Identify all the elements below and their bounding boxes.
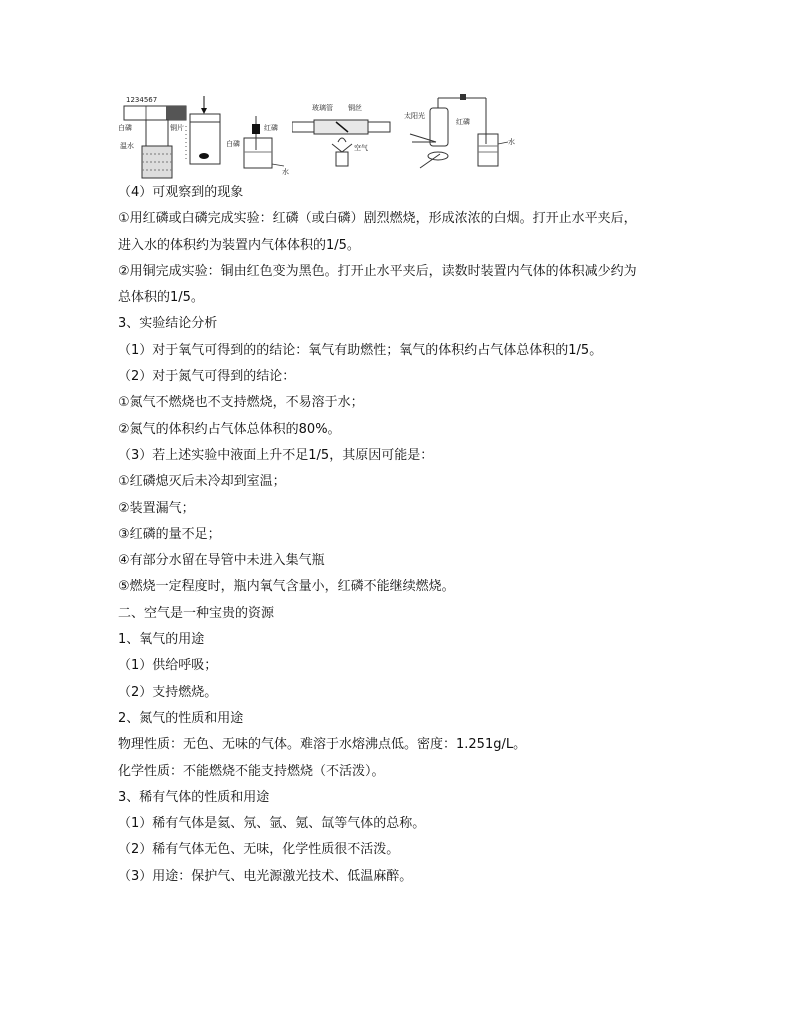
- figure-2-apparatus: [182, 94, 292, 180]
- section-heading: 二、空气是一种宝贵的资源: [118, 605, 275, 621]
- figure-2-water-label: 水: [282, 168, 289, 176]
- paragraph-line: ③红磷的量不足；: [118, 526, 221, 542]
- figure-3-glass-tube-label: 玻璃管: [312, 104, 333, 112]
- paragraph-line: （3）若上述实验中液面上升不足1/5，其原因可能是：: [118, 447, 434, 463]
- figure-1-white-p-label: 白磷: [118, 124, 132, 132]
- section-heading: 3、实验结论分析: [118, 316, 218, 332]
- figure-3-apparatus: [292, 94, 392, 180]
- paragraph-line: ②用铜完成实验：铜由红色变为黑色。打开止水平夹后，读数时装置内气体的体积减少约为: [118, 263, 637, 279]
- figure-4-sun-label: 太阳光: [404, 112, 425, 120]
- paragraph-line: 进入水的体积约为装置内气体体积的1/5。: [118, 237, 360, 253]
- experiment-figures: [116, 94, 676, 180]
- paragraph-line: ①用红磷或白磷完成实验：红磷（或白磷）剧烈燃烧，形成浓浓的白烟。打开止水平夹后，: [118, 211, 637, 227]
- document-body: [118, 180, 718, 890]
- paragraph-line: （4）可观察到的现象: [118, 185, 244, 200]
- figure-1-water-label: 温水: [120, 142, 134, 150]
- figure-4-water-label: 水: [508, 138, 515, 146]
- paragraph-line: 化学性质：不能燃烧不能支持燃烧（不活泼）。: [118, 763, 385, 779]
- figure-4-apparatus: [400, 94, 520, 180]
- section-heading: 3、稀有气体的性质和用途: [118, 789, 270, 805]
- paragraph-line: （2）对于氮气可得到的结论：: [118, 369, 296, 385]
- paragraph-line: ①氮气不燃烧也不支持燃烧，不易溶于水；: [118, 395, 364, 411]
- paragraph-line: 总体积的1/5。: [118, 290, 204, 306]
- paragraph-line: （1）稀有气体是氦、氖、氩、氪、氙等气体的总称。: [118, 816, 426, 832]
- paragraph-line: （1）对于氧气可得到的的结论：氧气有助燃性；氧气的体积约占气体总体积的1/5。: [118, 342, 603, 358]
- figure-4-red-p-label: 红磷: [456, 118, 470, 126]
- section-heading: 2、氮气的性质和用途: [118, 710, 244, 726]
- figure-3-air-label: 空气: [354, 144, 368, 152]
- paragraph-line: ④有部分水留在导管中未进入集气瓶: [118, 553, 325, 569]
- section-heading: 1、氧气的用途: [118, 632, 205, 648]
- paragraph-line: （2）稀有气体无色、无味，化学性质很不活泼。: [118, 842, 400, 858]
- paragraph-line: 物理性质：无色、无味的气体。难溶于水熔沸点低。密度：1.251g/L。: [118, 737, 527, 753]
- figure-1-cu-label: 铜片: [170, 124, 184, 132]
- paragraph-line: （2）支持燃烧。: [118, 684, 218, 700]
- figure-1-scale-label: 1234567: [126, 96, 158, 104]
- paragraph-line: （1）供给呼吸；: [118, 658, 218, 674]
- paragraph-line: ②装置漏气；: [118, 500, 195, 516]
- paragraph-line: （3）用途：保护气、电光源激光技术、低温麻醉。: [118, 868, 413, 884]
- figure-2-red-p-label: 红磷: [264, 124, 278, 132]
- figure-2-white-p-label: 白磷: [226, 140, 240, 148]
- figure-3-cu-wire-label: 铜丝: [348, 104, 362, 112]
- paragraph-line: ①红磷熄灭后未冷却到室温；: [118, 474, 286, 490]
- paragraph-line: ②氮气的体积约占气体总体积的80%。: [118, 421, 341, 437]
- paragraph-line: ⑤燃烧一定程度时，瓶内氧气含量小，红磷不能继续燃烧。: [118, 579, 455, 595]
